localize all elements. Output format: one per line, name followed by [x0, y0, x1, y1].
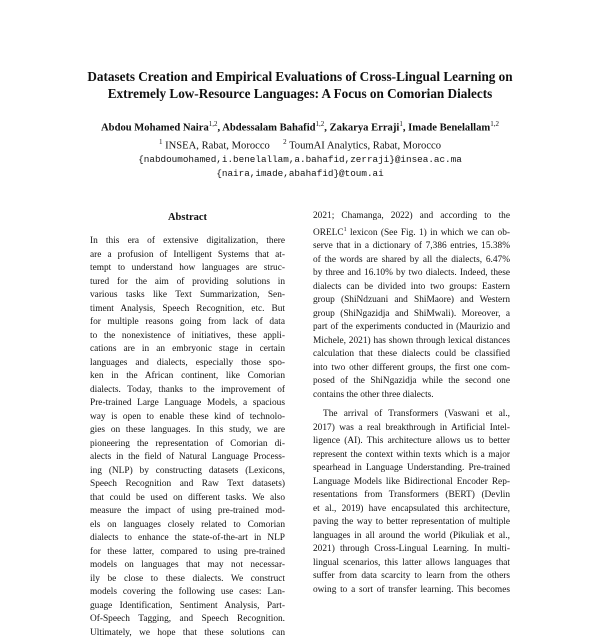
text-line: gies on these languages. In this study, we are	[90, 424, 285, 438]
paragraph-1	[313, 240, 510, 402]
text-line: various tasks like Text Summarization, Sen-	[90, 289, 285, 303]
text-line: spearhead in Language Understanding. Pre-trained	[313, 462, 510, 476]
text-line: dialects to enhance the state-of-the-art in NLP	[90, 532, 285, 546]
text-line: els on languages closely related to Comorian	[90, 519, 285, 533]
text-line: The arrival of Transformers (Vaswani et al.,	[313, 408, 510, 422]
text-line: cations are in an embryonic stage in certain	[90, 343, 285, 357]
email-line-2: {naira,imade,abahafid}@toum.ai	[30, 167, 570, 180]
affiliations	[30, 136, 570, 153]
title-line-2: Extremely Low-Resource Languages: A Focus on Comorian Dialects	[40, 85, 560, 102]
text-line: Of-Speech Tagging, and Speech Recognition.	[90, 613, 285, 627]
text-line: ligence (AI). This architecture allows us to better	[313, 435, 510, 449]
text-line: timent Analysis, Speech Recognition, etc. But	[90, 303, 285, 317]
text-line: by three and 16.10% by two dialects. Indeed, these	[313, 267, 510, 281]
text-line: represent the context within texts which is a major	[313, 449, 510, 463]
text-line: contains the other three dialects.	[313, 389, 510, 403]
text-line: models on languages that may not necessar-	[90, 559, 285, 573]
author-name: Imade Benelallam	[408, 123, 490, 134]
text-line: for these latter, compared to using pre-trained	[90, 546, 285, 560]
author-affiliation-mark: 1,2	[490, 120, 499, 128]
text-line: Speech Recognition and Raw Text datasets)	[90, 478, 285, 492]
author-name: Abdou Mohamed Naira	[101, 123, 209, 134]
text-line: calculation that these dialects could be classified	[313, 348, 510, 362]
text-line: suffer from data scarcity to learn from the others	[313, 570, 510, 584]
text-line: alects in the field of Natural Language Process-	[90, 451, 285, 465]
author-name: Abdessalam Bahafid	[222, 123, 315, 134]
text-line: models covering the following use cases: Lan-	[90, 586, 285, 600]
affiliation-1: INSEA, Rabat, Morocco	[165, 140, 270, 151]
text-line: group (ShiNdzuani and ShiMaore) and Western	[313, 294, 510, 308]
text-line: owing to a sort of transfer learning. This becomes	[313, 584, 510, 598]
text-line	[313, 224, 510, 241]
text-line: dialects can be divided into two groups: Eastern	[313, 281, 510, 295]
paper-title	[40, 68, 560, 102]
text-line: pioneering the representation of Comorian di-	[90, 438, 285, 452]
author-affiliation-mark: 1	[399, 120, 403, 128]
text-line: languages and dialects, especially those spo-	[90, 357, 285, 371]
text-line: et al., 2019) have encapsulated this architecture,	[313, 503, 510, 517]
text-line: ken in the African continent, like Comorian	[90, 370, 285, 384]
text-line: In this era of extensive digitalization, there	[90, 235, 285, 249]
text-line: Language Models like Bidirectional Encoder Rep-	[313, 476, 510, 490]
text-line: group (ShiNgazidja and ShiMwali). Moreover, a	[313, 308, 510, 322]
text-line: guage Identification, Sentiment Analysis, Part-	[90, 600, 285, 614]
text-line: Ultimately, we hope that these solutions can	[90, 627, 285, 640]
intro-column	[313, 210, 510, 597]
text-line: tured for the aim of providing solutions in	[90, 276, 285, 290]
text-line: Pre-trained Large Language Models, a spacious	[90, 397, 285, 411]
text-line: languages in all around the world (Pikuliak et al.,	[313, 530, 510, 544]
author-names: Abdou Mohamed Naira$^{1,2}$, Abdessalam Bahafid$^{1,2}$, Zakarya Erraji$^1$, Imade Benelallam$^{1,2}$	[30, 118, 570, 135]
text-line: resentations from Transformers (BERT) (Devlin	[313, 489, 510, 503]
author-name: Zakarya Erraji	[330, 123, 400, 134]
text-line: 2021) through Cross-Lingual Learning. In multi-	[313, 543, 510, 557]
text-line: posed of the ShiNgazidja while the second one	[313, 375, 510, 389]
author-block	[30, 118, 570, 180]
abstract-body	[90, 235, 285, 640]
author-affiliation-mark: 1,2	[209, 120, 218, 128]
affiliation-number: 1	[159, 138, 163, 146]
title-line-1: Datasets Creation and Empirical Evaluations of Cross-Lingual Learning on	[40, 68, 560, 85]
orelc-label: ORELC	[313, 228, 344, 238]
footnote-mark: 1	[344, 227, 347, 233]
abstract-heading: Abstract	[90, 212, 285, 223]
text-line: 2017) was a real breakthrough in Artificial Intel-	[313, 422, 510, 436]
text-line: ing (NLP) by constructing datasets (Lexicons,	[90, 465, 285, 479]
text-line: dialects. Today, thanks to the improvement of	[90, 384, 285, 398]
text-line: are a profusion of Intelligent Systems that at-	[90, 249, 285, 263]
text-line: into two other different groups, the first one com-	[313, 362, 510, 376]
text-line: 2021; Chamanga, 2022) and according to the	[313, 210, 510, 224]
text-line: Michele, 2021) has shown through lexical distances	[313, 335, 510, 349]
text-line: tempt to understand how languages are struc-	[90, 262, 285, 276]
text-line: paving the way to better representation of multiple	[313, 516, 510, 530]
text-line: measure the impact of using pre-trained mod-	[90, 505, 285, 519]
text-line: ily be close to these dialects. We construct	[90, 573, 285, 587]
text-line: of the words are shared by all the dialects, 6.47%	[313, 254, 510, 268]
text-line: that could be used on different tasks. We also	[90, 492, 285, 506]
text-line: part of the experiments conducted in (Maurizio and	[313, 321, 510, 335]
affiliation-number: 2	[283, 138, 287, 146]
paragraph-2	[313, 408, 510, 597]
author-affiliation-mark: 1,2	[316, 120, 325, 128]
text-line: for multiple reasons going from lack of data	[90, 316, 285, 330]
text-line: lingual scenarios, this latter allows languages that	[313, 557, 510, 571]
text-line: way is open to enable these kind of technolo-	[90, 411, 285, 425]
orelc-rest: lexicon (See Fig. 1) in which we can ob-	[347, 228, 510, 238]
email-line-1: {nabdoumohamed,i.benelallam,a.bahafid,zerraji}@insea.ac.ma	[30, 153, 570, 166]
text-line: to the nonexistence of initiatives, these appli-	[90, 330, 285, 344]
affiliation-2: ToumAI Analytics, Rabat, Morocco	[289, 140, 441, 151]
text-line: serve that in a dictionary of 7,386 entries, 15.38%	[313, 240, 510, 254]
